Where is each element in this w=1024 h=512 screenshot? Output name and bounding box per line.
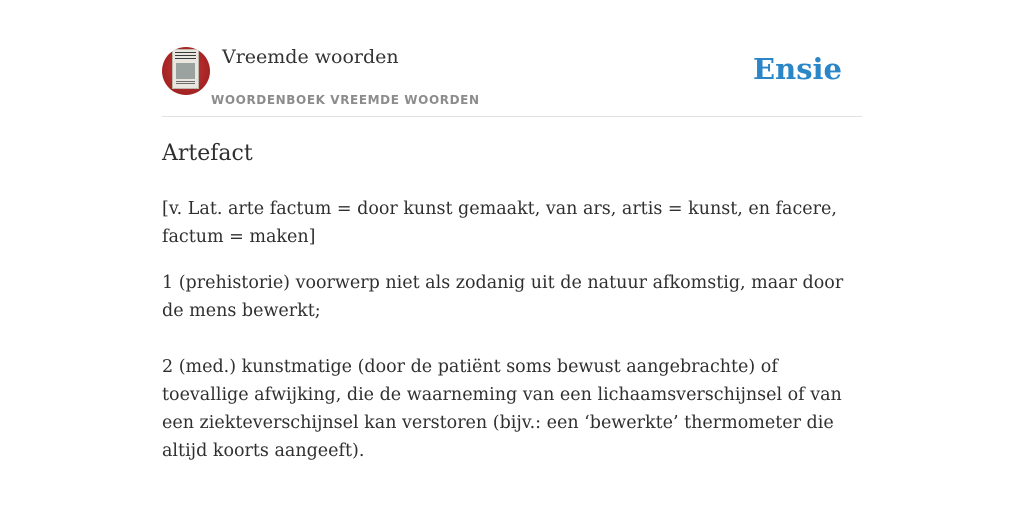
entry-definition-2: 2 (med.) kunstmatige (door de patiënt soms bewust aangebrachte) of toevallige afwijking, die de waarneming van een lichaamsverschijnsel of van een ziekteverschijnsel kan verstoren (bijv.: een ‘bewerkte’ thermometer die altijd koorts aangeeft). (162, 357, 842, 461)
book-cover-image (176, 63, 195, 79)
book-cover-icon (173, 50, 198, 88)
entry-definition-1: 1 (prehistorie) voorwerp niet als zodanig uit de natuur afkomstig, maar door de mens bewerkt; (162, 273, 844, 321)
avatar[interactable] (162, 47, 210, 95)
book-cover-footer (176, 81, 195, 85)
entry-etymology: [v. Lat. arte factum = door kunst gemaakt, van ars, artis = kunst, en facere, factum = maken] (162, 199, 837, 247)
book-cover-title (175, 52, 196, 60)
source-title[interactable]: Vreemde woorden (222, 46, 399, 68)
header (162, 44, 862, 117)
entry-term: Artefact (162, 141, 253, 166)
source-subtitle: WOORDENBOEK VREEMDE WOORDEN (211, 93, 480, 107)
brand-logo[interactable]: Ensie (753, 52, 842, 86)
entry-content (162, 138, 862, 493)
